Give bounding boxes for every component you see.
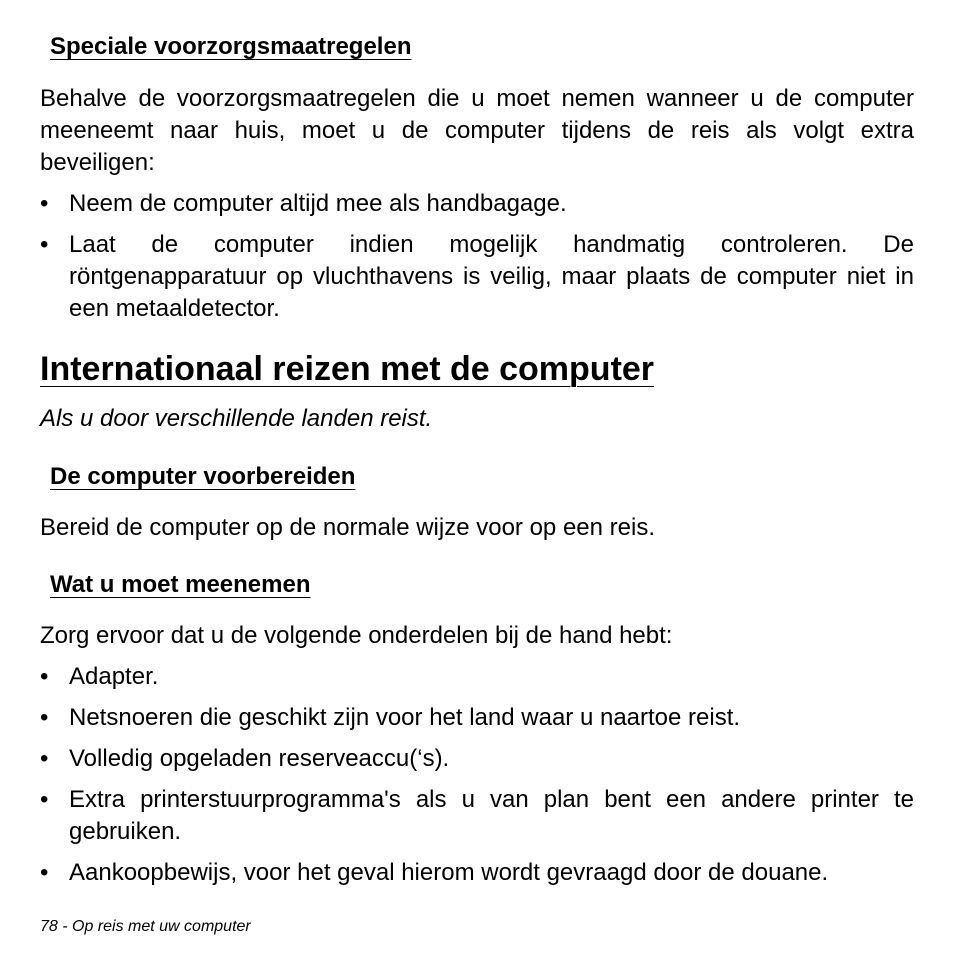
list-item-text: Volledig opgeladen reserveaccu(‘s). [69,745,450,772]
list-item [40,188,914,220]
bullet-icon: • [40,663,49,690]
list-item-text: Aankoopbewijs, voor het geval hierom wordt gevraagd door de douane. [69,859,829,886]
page-footer: 78 - Op reis met uw computer [40,918,251,935]
international-travel-subtitle: Als u door verschillende landen reist. [40,405,433,432]
list-item-text: Neem de computer altijd mee als handbagage. [69,190,567,217]
list-item [40,702,914,734]
list-item-text: Netsnoeren die geschikt zijn voor het land waar u naartoe reist. [69,704,741,731]
bullet-icon: • [40,745,49,772]
what-to-bring-bullet-list [40,661,914,898]
list-item [40,784,914,848]
bullet-icon: • [40,859,49,886]
bullet-icon: • [40,704,49,731]
bullet-icon: • [40,231,49,258]
bullet-icon: • [40,190,49,217]
what-to-bring-intro-paragraph: Zorg ervoor dat u de volgende onderdelen bij de hand hebt: [40,622,673,649]
heading-international-travel: Internationaal reizen met de computer [40,350,655,388]
heading-special-precautions: Speciale voorzorgsmaatregelen [50,33,412,60]
list-item [40,661,914,693]
list-item [40,229,914,325]
precautions-intro-paragraph: Behalve de voorzorgsmaatregelen die u moet nemen wanneer u de computer meeneemt naar huis, moet u de computer tijdens de reis als volgt extra beveiligen: [40,85,914,176]
heading-prepare-computer: De computer voorbereiden [50,463,356,490]
prepare-computer-paragraph: Bereid de computer op de normale wijze voor op een reis. [40,514,655,541]
list-item-text: Laat de computer indien mogelijk handmatig controleren. De röntgenapparatuur op vluchthavens is veilig, maar plaats de computer niet in een metaaldetector. [69,231,914,322]
list-item [40,743,914,775]
heading-what-to-bring: Wat u moet meenemen [50,571,311,598]
list-item-text: Adapter. [69,663,159,690]
list-item [40,857,914,889]
list-item-text: Extra printerstuurprogramma's als u van plan bent een andere printer te gebruiken. [69,786,914,845]
precautions-bullet-list [40,188,914,334]
bullet-icon: • [40,786,49,813]
